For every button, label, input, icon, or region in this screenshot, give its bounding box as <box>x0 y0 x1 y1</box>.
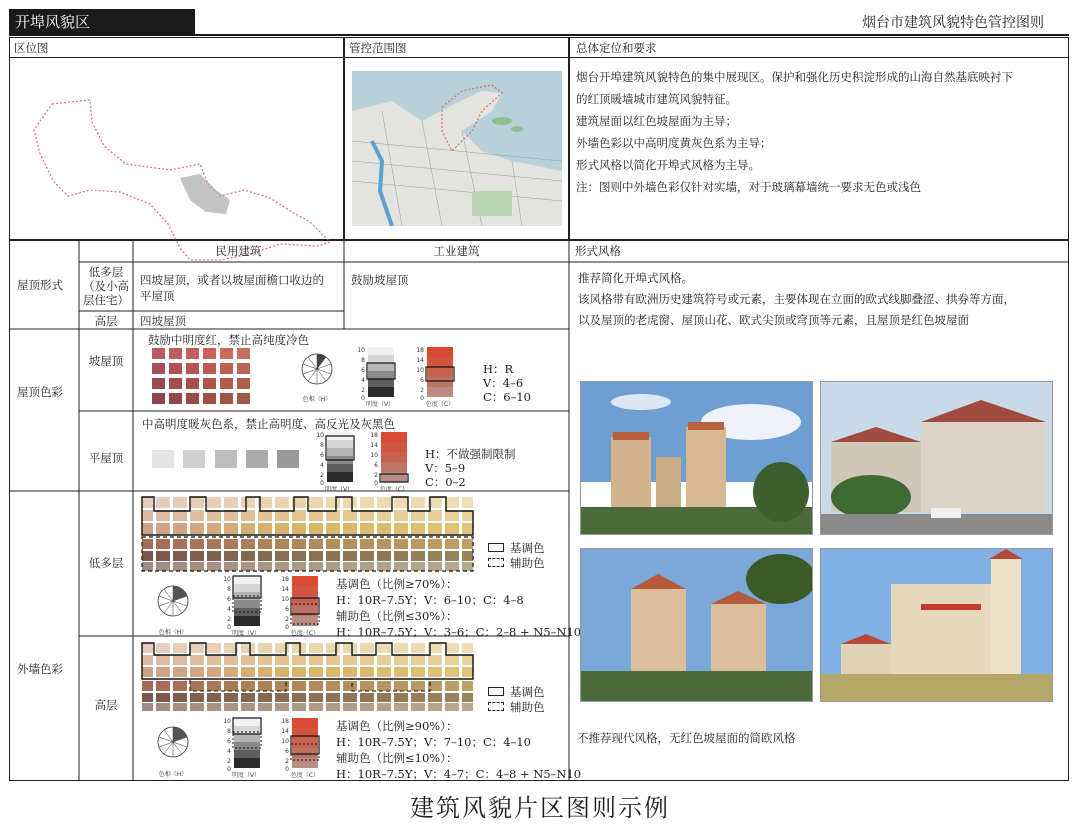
control-map-title: 管控范围图 <box>349 41 407 55</box>
chroma-tick: 6 <box>420 377 424 384</box>
value-tick: 2 <box>361 387 365 394</box>
chroma-tick: 0 <box>285 766 289 773</box>
value-label: 明度（V） <box>231 772 261 778</box>
chroma-label: 色度（C） <box>290 630 320 636</box>
high-label: 高层 <box>94 698 118 712</box>
value-tick: 4 <box>227 606 231 613</box>
chroma-label: 色度（C） <box>290 772 320 778</box>
chroma-tick: 2 <box>420 387 424 394</box>
row-wall-color: 外墙色彩 <box>17 662 63 676</box>
overall-line: 烟台开埠建筑风貌特色的集中展现区。保护和强化历史积淀形成的山海自然基底映衬下 <box>576 70 1013 84</box>
high-base-values: H：10R–7.5Y；V：7–10；C：4–10 <box>336 735 531 749</box>
chroma-tick: 10 <box>370 452 378 459</box>
legend-aux-swatch-high <box>488 702 504 711</box>
hue-label: 色相（H） <box>158 771 188 778</box>
pitched-requirement: 鼓励中明度红，禁止高纯度冷色 <box>148 333 309 347</box>
value-tick: 10 <box>316 432 324 439</box>
photo-recommended-4 <box>820 548 1053 702</box>
value-tick: 0 <box>227 624 231 631</box>
value-label: 明度（V） <box>324 486 354 492</box>
chroma-tick: 0 <box>374 480 378 487</box>
col-civil: 民用建筑 <box>215 244 262 258</box>
legend-base-swatch-high <box>488 687 504 696</box>
value-scale-low <box>222 574 270 636</box>
value-tick: 8 <box>361 357 365 364</box>
figure-caption: 建筑风貌片区图则示例 <box>410 794 670 822</box>
style-not-recommended: 不推荐现代风格，无红色坡屋面的简欧风格 <box>577 731 796 745</box>
header-rule <box>9 34 1069 36</box>
chroma-tick: 10 <box>416 367 424 374</box>
roof-low-label-2: （及小高 <box>83 279 129 293</box>
high-wall-swatch-grid <box>140 641 475 713</box>
roof-low-text-2: 平屋顶 <box>140 289 175 303</box>
location-map <box>30 94 340 264</box>
value-tick: 0 <box>227 766 231 773</box>
flat-hue: H：不做强制限制 <box>425 447 516 461</box>
chroma-tick: 6 <box>374 462 378 469</box>
hue-wheel-roof <box>294 345 340 403</box>
overall-panel <box>569 37 1069 240</box>
chroma-tick: 2 <box>285 758 289 765</box>
location-map-panel <box>9 37 344 240</box>
chroma-tick: 2 <box>374 472 378 479</box>
chroma-tick: 18 <box>281 576 289 583</box>
overall-title: 总体定位和要求 <box>576 41 657 55</box>
style-rec-2: 该风格带有欧洲历史建筑符号或元素，主要体现在立面的欧式线脚叠涩、拱券等方面， <box>578 292 1015 306</box>
chroma-scale-flat <box>367 430 417 492</box>
style-rec-1: 推荐简化开埠式风格。 <box>578 271 693 285</box>
value-tick: 10 <box>223 718 231 725</box>
value-tick: 8 <box>227 586 231 593</box>
location-map-title: 区位图 <box>14 41 49 55</box>
low-aux-title: 辅助色（比例≤30%）： <box>336 609 458 623</box>
low-multi-label: 低多层 <box>88 556 124 570</box>
value-tick: 4 <box>227 748 231 755</box>
flat-chroma: C：0–2 <box>425 475 466 489</box>
control-map-panel <box>344 37 569 240</box>
high-aux-title: 辅助色（比例≤10%）： <box>336 751 458 765</box>
pitched-chroma: C：6–10 <box>483 390 531 404</box>
legend-base-label: 基调色 <box>510 541 545 555</box>
roof-high-label: 高层 <box>94 314 118 328</box>
photo-recommended-1 <box>580 381 813 535</box>
legend-aux-swatch <box>488 558 504 567</box>
low-base-values: H：10R–7.5Y；V：6–10；C：4–8 <box>336 593 524 607</box>
col-style: 形式风格 <box>575 244 621 258</box>
chroma-scale-roof <box>413 345 463 407</box>
photo-recommended-2 <box>820 381 1053 535</box>
value-tick: 6 <box>227 596 231 603</box>
value-tick: 2 <box>227 758 231 765</box>
overall-line: 建筑屋面以红色坡屋面为主导； <box>576 114 737 128</box>
value-scale-high <box>222 716 270 778</box>
chroma-tick: 6 <box>285 748 289 755</box>
high-base-title: 基调色（比例≥90%）： <box>336 719 458 733</box>
hue-wheel-low <box>150 576 196 636</box>
chroma-tick: 18 <box>281 718 289 725</box>
document-title: 烟台市建筑风貌特色管控图则 <box>862 15 1044 31</box>
pitched-hue: H：R <box>483 362 514 376</box>
chroma-tick: 14 <box>281 728 289 735</box>
value-tick: 4 <box>361 377 365 384</box>
value-tick: 4 <box>320 462 324 469</box>
district-title: 开埠风貌区 <box>9 9 195 35</box>
chroma-tick: 0 <box>285 624 289 631</box>
value-tick: 10 <box>223 576 231 583</box>
chroma-tick: 10 <box>281 738 289 745</box>
col-industrial: 工业建筑 <box>433 244 480 258</box>
roof-high-text: 四坡屋顶 <box>140 314 186 328</box>
hue-label: 色相（H） <box>302 396 332 403</box>
legend-aux-label-high: 辅助色 <box>510 700 545 714</box>
chroma-tick: 0 <box>420 395 424 402</box>
chroma-tick: 10 <box>281 596 289 603</box>
chroma-tick: 14 <box>370 442 378 449</box>
value-tick: 8 <box>320 442 324 449</box>
pitched-swatch-grid <box>152 348 282 408</box>
legend-base-swatch <box>488 543 504 552</box>
overall-line: 的红顶暖墙城市建筑风貌特征。 <box>576 92 737 106</box>
flat-value: V：5–9 <box>425 461 466 475</box>
roof-low-text-1: 四坡屋顶，或者以坡屋面檐口收边的 <box>140 273 324 287</box>
chroma-tick: 18 <box>416 347 424 354</box>
chroma-label: 色度（C） <box>379 486 409 492</box>
roof-low-label-3: 层住宅） <box>83 293 129 307</box>
hue-wheel-high <box>150 717 196 779</box>
legend-base-label-high: 基调色 <box>510 685 545 699</box>
value-label: 明度（V） <box>365 401 395 407</box>
chroma-label: 色度（C） <box>425 401 455 407</box>
flat-label: 平屋顶 <box>88 451 124 465</box>
value-scale-roof <box>356 345 404 407</box>
row-roof-color: 屋顶色彩 <box>17 385 63 399</box>
value-tick: 2 <box>320 472 324 479</box>
overall-line: 形式风格以简化开埠式风格为主导。 <box>576 158 760 172</box>
legend-aux-label: 辅助色 <box>510 556 545 570</box>
roof-low-label-1: 低多层 <box>88 265 124 279</box>
overall-line: 注：图则中外墙色彩仅针对实墙，对于玻璃幕墙统一要求无色或浅色 <box>576 180 921 194</box>
pitched-label: 坡屋顶 <box>88 354 124 368</box>
control-map <box>352 71 562 226</box>
low-aux-values: H：10R–7.5Y；V：3–6；C：2–8 + N5–N10 <box>336 625 582 639</box>
hue-label: 色相（H） <box>158 629 188 636</box>
value-tick: 6 <box>361 367 365 374</box>
chroma-tick: 14 <box>281 586 289 593</box>
chroma-tick: 18 <box>370 432 378 439</box>
chroma-scale-low <box>278 574 328 636</box>
value-tick: 0 <box>320 480 324 487</box>
value-tick: 8 <box>227 728 231 735</box>
low-wall-swatch-grid <box>140 495 475 573</box>
chroma-tick: 14 <box>416 357 424 364</box>
overall-line: 外墙色彩以中高明度黄灰色系为主导； <box>576 136 772 150</box>
chroma-tick: 2 <box>285 616 289 623</box>
value-tick: 6 <box>320 452 324 459</box>
high-aux-values: H：10R–7.5Y；V：4–7；C：4–8 + N5–N10 <box>336 767 582 781</box>
value-tick: 0 <box>361 395 365 402</box>
photo-recommended-3 <box>580 548 813 702</box>
roof-industrial-text: 鼓励坡屋顶 <box>351 273 409 287</box>
value-scale-flat <box>315 430 363 492</box>
style-rec-3: 以及屋顶的老虎窗、屋顶山花、欧式尖顶或穹顶等元素，且屋顶是红色坡屋面 <box>578 313 969 327</box>
chroma-scale-high <box>278 716 328 778</box>
chroma-tick: 6 <box>285 606 289 613</box>
value-tick: 6 <box>227 738 231 745</box>
flat-swatch-row <box>152 450 302 470</box>
flat-requirement: 中高明度暖灰色系，禁止高明度、高反光及灰黑色 <box>142 417 395 431</box>
low-base-title: 基调色（比例≥70%）： <box>336 577 458 591</box>
value-tick: 10 <box>357 347 365 354</box>
value-tick: 2 <box>227 616 231 623</box>
row-roof-form: 屋顶形式 <box>17 278 63 292</box>
value-label: 明度（V） <box>231 630 261 636</box>
pitched-value: V：4–6 <box>483 376 524 390</box>
